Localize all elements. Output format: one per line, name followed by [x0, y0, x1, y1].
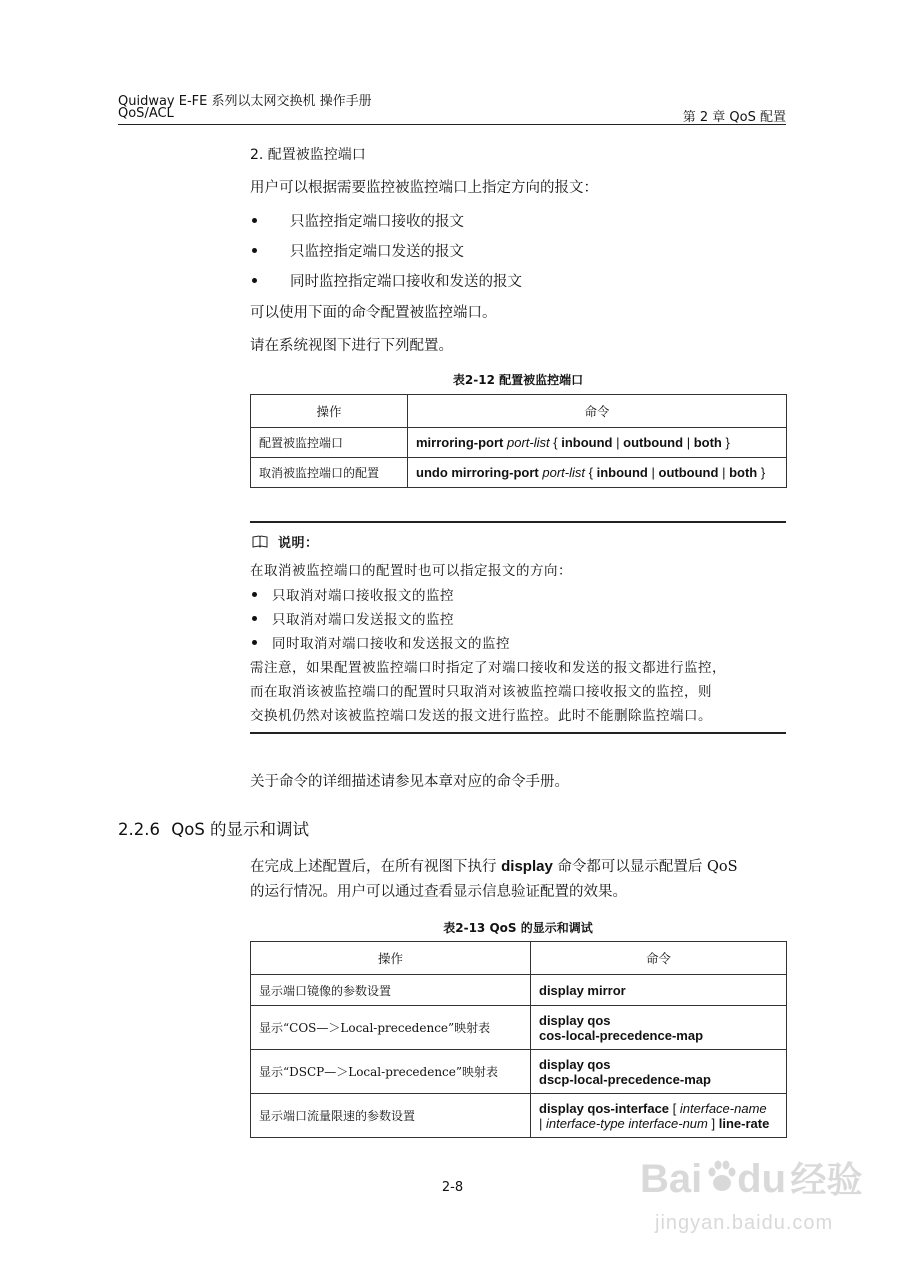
cmd-param: interface-name: [679, 1100, 767, 1116]
intro-paragraph: 用户可以根据需要监控被监控端口上指定方向的报文：: [250, 180, 598, 196]
cmd-keyword: display qos: [539, 1056, 611, 1072]
section-number: 2.2.6: [118, 820, 160, 839]
note-paragraph-line: 需注意，如果配置被监控端口时指定了对端口接收和发送的报文都进行监控，: [250, 660, 726, 676]
table2-cmd-cell: [531, 1050, 787, 1094]
watermark-url: jingyan.baidu.com: [655, 1212, 834, 1234]
header-rule: [118, 124, 786, 125]
watermark-brand-tail: du: [737, 1157, 787, 1201]
cmd-param: interface-type interface-num: [546, 1115, 708, 1131]
bullet-item: 同时监控指定端口接收和发送的报文: [290, 270, 522, 291]
display-command: display: [501, 858, 553, 875]
cmd-keyword: outbound: [623, 435, 684, 450]
table-row: [251, 428, 787, 458]
table2-caption: 表2-13 QoS 的显示和调试: [443, 921, 593, 935]
table2-op-cell: 显示“DSCP—＞Local-precedence”映射表: [251, 1050, 531, 1094]
table2-op-cell: 显示端口镜像的参数设置: [251, 975, 531, 1006]
cmd-keyword: display mirror: [539, 982, 626, 998]
cmd-keyword: line-rate: [718, 1115, 770, 1131]
note-bullet-item: 只取消对端口发送报文的监控: [272, 608, 454, 628]
book-icon: [252, 533, 268, 546]
display-paragraph-line1: [250, 855, 738, 876]
table2-cmd-cell: [531, 975, 787, 1006]
note-bottom-rule: [250, 732, 786, 734]
cmd-bracket: ]: [711, 1115, 716, 1131]
sub-heading: 2. 配置被监控端口: [250, 147, 366, 163]
note-intro: 在取消被监控端口的配置时也可以指定报文的方向：: [250, 563, 572, 579]
watermark-brand: Bai: [640, 1157, 703, 1201]
cmd-keyword: outbound: [658, 465, 719, 480]
table1-header-op: 操作: [251, 395, 408, 428]
cmd-keyword: display qos-interface: [539, 1100, 670, 1116]
cmd-sep: |: [686, 435, 691, 450]
table2-header-op: 操作: [251, 942, 531, 975]
bullet-item: 只监控指定端口发送的报文: [290, 240, 464, 261]
display-text-a: 在完成上述配置后，在所有视图下执行: [250, 859, 497, 875]
cmd-sep: |: [539, 1115, 543, 1131]
page-number: 2-8: [441, 1180, 464, 1195]
header-chapter: 第 2 章 QoS 配置: [682, 110, 786, 125]
table1-cmd-cell: [408, 428, 787, 458]
note-paragraph-line: 交换机仍然对该被监控端口发送的报文进行监控。此时不能删除监控端口。: [250, 708, 712, 724]
cmd-brace: {: [588, 465, 593, 480]
section-title: QoS 的显示和调试: [171, 820, 310, 839]
table2-header-cmd: 命令: [531, 942, 787, 975]
note-paragraph-line: 而在取消该被监控端口的配置时只取消对该被监控端口接收报文的监控，则: [250, 684, 712, 700]
table2-cmd-cell: [531, 1094, 787, 1138]
note-bullet-item: 同时取消对端口接收和发送报文的监控: [272, 632, 510, 652]
cmd-keyword: display qos: [539, 1012, 611, 1028]
cmd-keyword: inbound: [561, 435, 613, 450]
cmd-keyword: mirroring-port: [416, 435, 504, 450]
cmd-sep: |: [722, 465, 726, 480]
table1: [250, 394, 787, 488]
cmd-brace: }: [725, 435, 730, 450]
table1-op-cell: 取消被监控端口的配置: [251, 458, 408, 488]
table2-op-cell: 显示端口流量限速的参数设置: [251, 1094, 531, 1138]
cmd-sep: |: [651, 465, 655, 480]
note-top-rule: [250, 521, 786, 523]
table1-header-cmd: 命令: [408, 395, 787, 428]
table-row: [251, 1050, 787, 1094]
reference-paragraph: 关于命令的详细描述请参见本章对应的命令手册。: [250, 774, 569, 790]
cmd-bracket: [: [672, 1100, 677, 1116]
cmd-keyword: cos-local-precedence-map: [539, 1027, 704, 1043]
table-row: [251, 1006, 787, 1050]
command-paragraph: 可以使用下面的命令配置被监控端口。: [250, 305, 497, 321]
table-row: [251, 458, 787, 488]
table1-op-cell: 配置被监控端口: [251, 428, 408, 458]
display-text-b: 命令都可以显示配置后 QoS: [557, 859, 738, 875]
cmd-param: port-list: [507, 435, 550, 450]
table2-cmd-cell: [531, 1006, 787, 1050]
watermark-brand-cn: 经验: [790, 1160, 863, 1201]
cmd-brace: {: [553, 435, 558, 450]
cmd-keyword: both: [693, 435, 722, 450]
table-row: [251, 1094, 787, 1138]
cmd-keyword: undo mirroring-port: [416, 465, 539, 480]
cmd-keyword: inbound: [596, 465, 648, 480]
cmd-sep: |: [616, 435, 620, 450]
table1-cmd-cell: [408, 458, 787, 488]
cmd-param: port-list: [542, 465, 586, 480]
table-row: [251, 975, 787, 1006]
section-heading: [118, 816, 309, 840]
paw-icon: [707, 1160, 737, 1194]
view-paragraph: 请在系统视图下进行下列配置。: [250, 338, 453, 354]
header-title: Quidway E-FE 系列以太网交换机 操作手册: [118, 94, 372, 109]
bullet-item: 只监控指定端口接收的报文: [290, 210, 464, 231]
watermark-logo: [640, 1152, 863, 1212]
note-bullet-item: 只取消对端口接收报文的监控: [272, 584, 454, 604]
cmd-keyword: both: [729, 465, 758, 480]
note-title: 说明：: [278, 536, 319, 551]
cmd-brace: }: [760, 465, 766, 480]
table2: [250, 941, 787, 1138]
table2-op-cell: 显示“COS—＞Local-precedence”映射表: [251, 1006, 531, 1050]
table1-caption: 表2-12 配置被监控端口: [452, 373, 584, 387]
display-paragraph-line2: 的运行情况。用户可以通过查看显示信息验证配置的效果。: [250, 884, 627, 900]
header-subtitle: QoS/ACL: [118, 106, 174, 121]
cmd-keyword: dscp-local-precedence-map: [539, 1071, 711, 1087]
